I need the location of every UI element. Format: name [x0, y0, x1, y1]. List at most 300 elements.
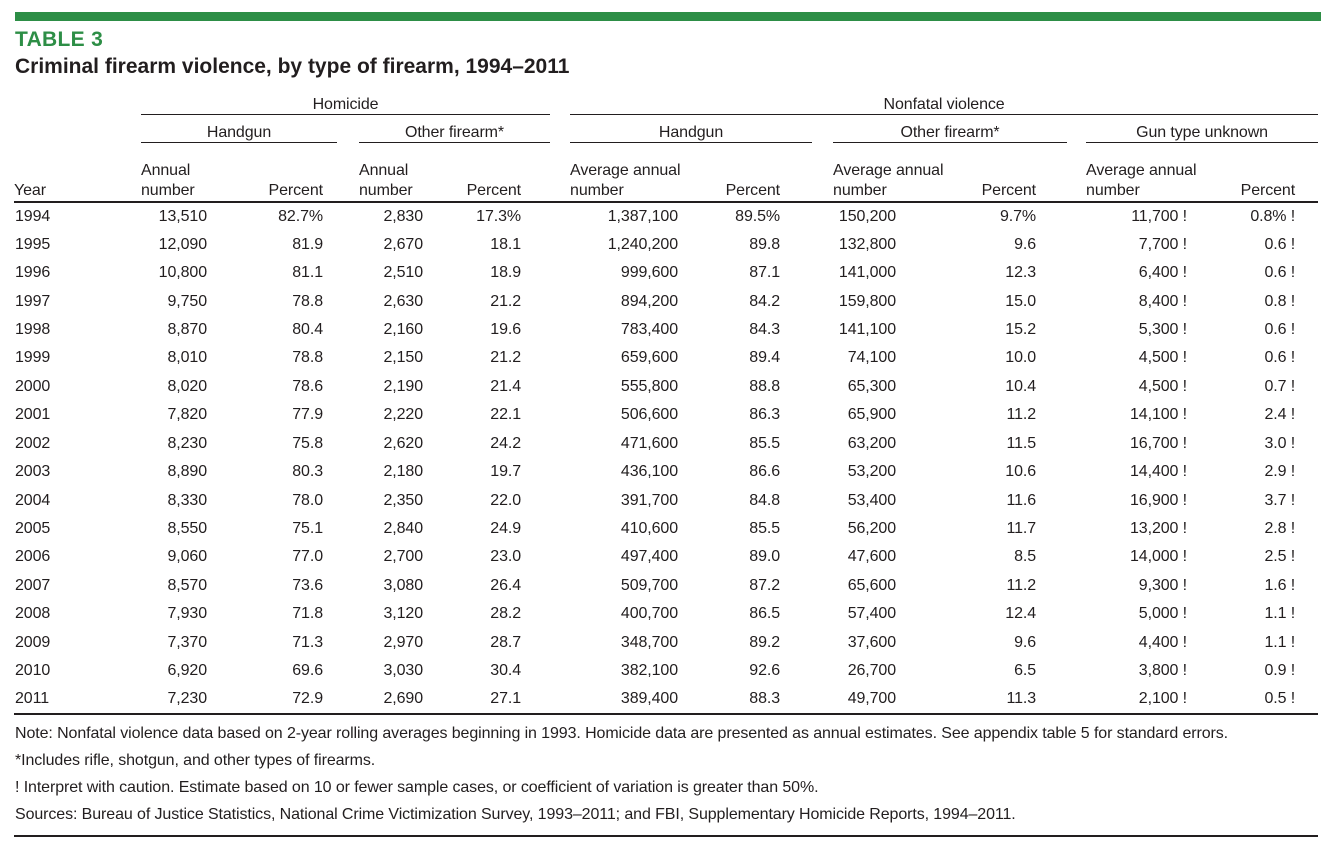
value-cell: 56,200	[847, 520, 897, 538]
value-cell: 2,630	[383, 292, 423, 310]
column-header-year: Year	[14, 142, 141, 202]
value-cell: 2,840	[383, 520, 423, 538]
column-gap	[337, 515, 359, 543]
value-cell: 141,000	[838, 264, 897, 282]
table-row	[14, 230, 1318, 258]
column-gap	[812, 515, 833, 543]
column-gap	[812, 230, 833, 258]
value-cell: 7,370	[167, 633, 207, 651]
value-cell: 86.3	[749, 406, 781, 424]
value-cell: 0.6 !	[1264, 349, 1296, 367]
value-cell: 71.3	[292, 633, 323, 651]
value-cell: 85.5	[749, 434, 781, 452]
year-cell: 2000	[15, 377, 51, 395]
value-cell: 8.5	[1014, 548, 1037, 566]
value-cell: 65,600	[847, 576, 897, 594]
value-cell: 77.9	[292, 406, 323, 424]
column-gap	[550, 401, 570, 429]
value-cell: 436,100	[620, 463, 679, 481]
column-gap	[812, 543, 833, 571]
value-cell: 22.1	[490, 406, 522, 424]
column-gap	[1067, 230, 1086, 258]
value-cell: 10.0	[1005, 349, 1037, 367]
column-gap	[550, 600, 570, 628]
year-cell: 2007	[15, 576, 51, 594]
value-cell: 14,100 !	[1130, 406, 1188, 424]
value-cell: 471,600	[620, 434, 679, 452]
column-header-average-annual-number-label: Average annual number	[1086, 162, 1197, 199]
column-gap	[337, 486, 359, 514]
column-gap	[337, 202, 359, 230]
column-header-percent: Percent	[920, 142, 1067, 202]
value-cell: 18.9	[490, 264, 522, 282]
value-cell: 89.2	[749, 633, 781, 651]
value-cell: 9.7%	[999, 207, 1037, 225]
column-gap	[337, 316, 359, 344]
value-cell: 894,200	[620, 292, 679, 310]
column-gap	[337, 430, 359, 458]
value-cell: 1.6 !	[1264, 576, 1296, 594]
column-header-average-annual-number	[1086, 142, 1210, 202]
column-gap	[337, 685, 359, 713]
value-cell: 16,900 !	[1130, 491, 1188, 509]
value-cell: 47,600	[847, 548, 897, 566]
year-cell: 2006	[15, 548, 51, 566]
column-gap	[1067, 401, 1086, 429]
value-cell: 2,180	[383, 463, 423, 481]
value-cell: 24.2	[490, 434, 522, 452]
table-row	[14, 629, 1318, 657]
table-row	[14, 685, 1318, 713]
column-gap	[337, 259, 359, 287]
value-cell: 391,700	[620, 491, 679, 509]
value-cell: 87.2	[749, 576, 781, 594]
value-cell: 14,000 !	[1130, 548, 1188, 566]
value-cell: 86.6	[749, 463, 781, 481]
year-cell: 2009	[15, 633, 51, 651]
value-cell: 11,700 !	[1131, 207, 1188, 225]
value-cell: 88.3	[700, 685, 812, 713]
value-cell: 4,500 !	[1138, 349, 1188, 367]
column-gap	[1067, 486, 1086, 514]
value-cell: 16,700 !	[1130, 434, 1188, 452]
subgroup-header-nonfatal-handgun: Handgun	[570, 114, 812, 142]
column-gap	[337, 600, 359, 628]
column-gap	[337, 287, 359, 315]
column-header-average-annual-number-label: Average annual number	[833, 162, 944, 199]
value-cell: 8,230	[167, 434, 207, 452]
column-header-percent: Percent	[223, 142, 337, 202]
year-cell: 2004	[15, 491, 51, 509]
value-cell: 2,160	[383, 320, 423, 338]
column-gap	[1067, 114, 1086, 142]
value-cell: 2,620	[383, 434, 423, 452]
value-cell: 80.4	[292, 320, 323, 338]
value-cell: 53,400	[847, 491, 897, 509]
value-cell: 0.6 !	[1264, 264, 1296, 282]
column-gap	[337, 657, 359, 685]
year-cell: 2008	[15, 605, 51, 623]
value-cell: 3,120	[383, 605, 423, 623]
column-gap	[812, 430, 833, 458]
value-cell: 999,600	[620, 264, 679, 282]
value-cell: 3.7 !	[1264, 491, 1296, 509]
value-cell: 497,400	[620, 548, 679, 566]
table-row	[14, 515, 1318, 543]
value-cell: 30.4	[490, 662, 522, 680]
value-cell: 2,830	[383, 207, 423, 225]
value-cell: 86.5	[749, 605, 781, 623]
value-cell: 8,870	[167, 320, 207, 338]
accent-bar	[15, 12, 1321, 21]
value-cell: 85.5	[749, 520, 781, 538]
value-cell: 506,600	[620, 406, 679, 424]
group-header-row	[14, 88, 1318, 114]
column-gap	[337, 629, 359, 657]
value-cell: 132,800	[838, 235, 897, 253]
subgroup-header-row	[14, 114, 1318, 142]
column-gap	[550, 572, 570, 600]
value-cell: 400,700	[620, 605, 679, 623]
column-gap	[550, 373, 570, 401]
value-cell: 18.1	[490, 235, 522, 253]
value-cell: 2,670	[383, 235, 423, 253]
value-cell: 89.5%	[735, 207, 781, 225]
column-gap	[550, 88, 570, 114]
value-cell: 23.0	[490, 548, 522, 566]
value-cell: 89.0	[749, 548, 781, 566]
column-gap	[550, 629, 570, 657]
value-cell: 11.6	[1006, 491, 1037, 509]
value-cell: 13,200 !	[1130, 520, 1188, 538]
value-cell: 65,300	[847, 377, 897, 395]
value-cell: 11.2	[1006, 576, 1037, 594]
value-cell: 75.1	[292, 520, 323, 538]
value-cell: 26.4	[490, 576, 522, 594]
value-cell: 71.8	[292, 605, 323, 623]
value-cell: 11.3	[920, 685, 1067, 713]
column-gap	[337, 458, 359, 486]
table-row	[14, 458, 1318, 486]
value-cell: 0.6 !	[1264, 235, 1296, 253]
value-cell: 78.0	[292, 491, 323, 509]
year-cell: 1996	[15, 264, 51, 282]
column-gap	[550, 142, 570, 202]
column-header-annual-number: Annual number	[141, 142, 223, 202]
year-cell: 1994	[15, 207, 51, 225]
column-header-annual-number: Annual number	[359, 142, 437, 202]
table-row	[14, 543, 1318, 571]
column-gap	[812, 287, 833, 315]
column-gap	[812, 114, 833, 142]
value-cell: 1,387,100	[607, 207, 679, 225]
column-gap	[812, 373, 833, 401]
value-cell: 26,700	[847, 662, 897, 680]
value-cell: 141,100	[838, 320, 897, 338]
value-cell: 3,080	[383, 576, 423, 594]
value-cell: 10.6	[1005, 463, 1037, 481]
column-gap	[337, 142, 359, 202]
value-cell: 19.7	[490, 463, 522, 481]
column-gap	[1067, 515, 1086, 543]
value-cell: 7,820	[167, 406, 207, 424]
column-gap	[550, 430, 570, 458]
value-cell: 8,400 !	[1138, 292, 1188, 310]
column-header-percent: Percent	[700, 142, 812, 202]
value-cell: 2.9 !	[1264, 463, 1296, 481]
value-cell: 7,700 !	[1138, 235, 1188, 253]
column-gap	[1067, 142, 1086, 202]
value-cell: 24.9	[490, 520, 522, 538]
column-gap	[812, 202, 833, 230]
value-cell: 0.8 !	[1264, 292, 1296, 310]
column-gap	[1067, 373, 1086, 401]
table-row	[14, 401, 1318, 429]
value-cell: 21.2	[490, 292, 522, 310]
value-cell: 2,220	[383, 406, 423, 424]
value-cell: 89.8	[749, 235, 781, 253]
value-cell: 2.4 !	[1264, 406, 1296, 424]
column-gap	[812, 685, 833, 713]
value-cell: 5,300 !	[1138, 320, 1188, 338]
value-cell: 6,400 !	[1138, 264, 1188, 282]
value-cell: 2.8 !	[1264, 520, 1296, 538]
column-gap	[550, 114, 570, 142]
column-gap	[812, 316, 833, 344]
column-gap	[550, 230, 570, 258]
value-cell: 78.8	[292, 292, 323, 310]
value-cell: 11.7	[1006, 520, 1037, 538]
column-gap	[337, 114, 359, 142]
value-cell: 659,600	[620, 349, 679, 367]
subgroup-header-homicide-handgun: Handgun	[141, 114, 337, 142]
value-cell: 28.2	[490, 605, 522, 623]
column-header-average-annual-number-label: Average annual number	[570, 162, 681, 199]
note-line: Note: Nonfatal violence data based on 2-year rolling averages beginning in 1993. Homicide data are presented as annual estimates. See appendix table 5 for standard errors.	[15, 724, 1229, 742]
value-cell: 6,920	[167, 662, 207, 680]
value-cell: 2,970	[383, 633, 423, 651]
column-gap	[337, 344, 359, 372]
value-cell: 12.4	[1005, 605, 1037, 623]
value-cell: 783,400	[620, 320, 679, 338]
column-gap	[550, 515, 570, 543]
value-cell: 27.1	[437, 685, 550, 713]
table-row	[14, 600, 1318, 628]
value-cell: 21.4	[490, 377, 522, 395]
column-gap	[1067, 430, 1086, 458]
value-cell: 22.0	[490, 491, 522, 509]
column-gap	[550, 316, 570, 344]
year-cell: 2001	[15, 406, 51, 424]
year-cell: 2010	[15, 662, 51, 680]
year-cell: 1995	[15, 235, 51, 253]
column-gap	[1067, 600, 1086, 628]
year-cell: 1999	[15, 349, 51, 367]
value-cell: 7,230	[141, 685, 223, 713]
column-header-percent: Percent	[437, 142, 550, 202]
value-cell: 37,600	[847, 633, 897, 651]
value-cell: 0.9 !	[1264, 662, 1296, 680]
year-cell: 2011	[14, 685, 141, 713]
value-cell: 65,900	[847, 406, 897, 424]
column-gap	[812, 259, 833, 287]
value-cell: 7,930	[167, 605, 207, 623]
value-cell: 75.8	[292, 434, 323, 452]
table-row	[14, 657, 1318, 685]
value-cell: 4,400 !	[1138, 633, 1188, 651]
column-header-average-annual-number	[833, 142, 944, 202]
value-cell: 410,600	[620, 520, 679, 538]
value-cell: 88.8	[749, 377, 781, 395]
value-cell: 555,800	[620, 377, 679, 395]
column-gap	[1067, 657, 1086, 685]
column-gap	[1067, 202, 1086, 230]
value-cell: 13,510	[158, 207, 207, 225]
value-cell: 2,510	[383, 264, 423, 282]
column-gap	[812, 572, 833, 600]
value-cell: 1,240,200	[607, 235, 679, 253]
value-cell: 19.6	[490, 320, 522, 338]
column-gap	[550, 685, 570, 713]
value-cell: 21.2	[490, 349, 522, 367]
column-header-percent: Percent	[1210, 142, 1318, 202]
column-gap	[812, 142, 833, 202]
table-header	[14, 88, 1318, 202]
value-cell: 8,550	[167, 520, 207, 538]
column-gap	[337, 373, 359, 401]
note-line: Sources: Bureau of Justice Statistics, National Crime Victimization Survey, 1993–2011; and FBI, Supplementary Homicide Reports, 1994–2011.	[15, 805, 1016, 823]
value-cell: 2.5 !	[1264, 548, 1296, 566]
column-gap	[812, 600, 833, 628]
column-gap	[1067, 287, 1086, 315]
subgroup-header-gun-type-unknown: Gun type unknown	[1086, 114, 1318, 142]
year-cell: 1998	[15, 320, 51, 338]
value-cell: 81.1	[292, 264, 323, 282]
group-header-homicide: Homicide	[141, 88, 550, 114]
subgroup-header-nonfatal-other-firearm: Other firearm*	[833, 114, 1067, 142]
value-cell: 78.8	[292, 349, 323, 367]
note-line: ! Interpret with caution. Estimate based on 10 or fewer sample cases, or coefficient of variation is greater than 50%.	[15, 778, 819, 796]
column-gap	[337, 401, 359, 429]
value-cell: 77.0	[292, 548, 323, 566]
column-gap	[550, 543, 570, 571]
value-cell: 2,190	[383, 377, 423, 395]
column-gap	[1067, 316, 1086, 344]
column-gap	[550, 344, 570, 372]
value-cell: 2,150	[383, 349, 423, 367]
column-gap	[1067, 543, 1086, 571]
value-cell: 509,700	[620, 576, 679, 594]
subgroup-header-homicide-other-firearm: Other firearm*	[359, 114, 550, 142]
column-gap	[1067, 685, 1086, 713]
value-cell: 2,100 !	[1086, 685, 1210, 713]
value-cell: 8,570	[167, 576, 207, 594]
value-cell: 73.6	[292, 576, 323, 594]
value-cell: 3,800 !	[1138, 662, 1188, 680]
year-cell: 1997	[15, 292, 51, 310]
value-cell: 1.1 !	[1264, 605, 1296, 623]
value-cell: 8,010	[167, 349, 207, 367]
value-cell: 15.2	[1005, 320, 1037, 338]
column-header-average-annual-number	[570, 142, 700, 202]
value-cell: 1.1 !	[1264, 633, 1296, 651]
table-label: TABLE 3	[15, 28, 104, 51]
value-cell: 11.5	[1006, 434, 1037, 452]
value-cell: 9.6	[1014, 633, 1037, 651]
column-gap	[812, 401, 833, 429]
column-gap	[550, 259, 570, 287]
column-gap	[812, 629, 833, 657]
column-header-row	[14, 142, 1318, 202]
table-row	[14, 316, 1318, 344]
value-cell: 14,400 !	[1130, 463, 1188, 481]
value-cell: 2,700	[383, 548, 423, 566]
table-row	[14, 202, 1318, 230]
column-gap	[550, 287, 570, 315]
table-row	[14, 373, 1318, 401]
value-cell: 82.7%	[278, 207, 323, 225]
value-cell: 9,750	[167, 292, 207, 310]
value-cell: 84.2	[749, 292, 781, 310]
value-cell: 9,060	[167, 548, 207, 566]
value-cell: 11.2	[1006, 406, 1037, 424]
value-cell: 80.3	[292, 463, 323, 481]
value-cell: 63,200	[847, 434, 897, 452]
value-cell: 28.7	[490, 633, 522, 651]
value-cell: 15.0	[1005, 292, 1037, 310]
column-gap	[1067, 344, 1086, 372]
page-title: Criminal firearm violence, by type of firearm, 1994–2011	[15, 55, 570, 78]
value-cell: 0.8% !	[1250, 207, 1296, 225]
column-gap	[550, 202, 570, 230]
year-cell: 2003	[15, 463, 51, 481]
value-cell: 17.3%	[476, 207, 522, 225]
column-gap	[550, 458, 570, 486]
table-row	[14, 259, 1318, 287]
value-cell: 0.5 !	[1210, 685, 1318, 713]
value-cell: 92.6	[749, 662, 781, 680]
year-cell: 2005	[15, 520, 51, 538]
value-cell: 9,300 !	[1138, 576, 1188, 594]
value-cell: 81.9	[292, 235, 323, 253]
value-cell: 5,000 !	[1138, 605, 1188, 623]
table-row	[14, 344, 1318, 372]
value-cell: 4,500 !	[1138, 377, 1188, 395]
value-cell: 53,200	[847, 463, 897, 481]
value-cell: 3,030	[383, 662, 423, 680]
value-cell: 159,800	[838, 292, 897, 310]
column-gap	[1067, 572, 1086, 600]
column-gap	[1067, 458, 1086, 486]
value-cell: 8,890	[167, 463, 207, 481]
table-row	[14, 287, 1318, 315]
column-gap	[1067, 629, 1086, 657]
column-gap	[812, 486, 833, 514]
data-table	[14, 88, 1318, 715]
value-cell: 12.3	[1005, 264, 1037, 282]
value-cell: 382,100	[620, 662, 679, 680]
value-cell: 84.8	[749, 491, 781, 509]
value-cell: 72.9	[223, 685, 337, 713]
value-cell: 6.5	[1014, 662, 1037, 680]
value-cell: 9.6	[1014, 235, 1037, 253]
value-cell: 12,090	[158, 235, 207, 253]
value-cell: 8,020	[167, 377, 207, 395]
column-gap	[812, 657, 833, 685]
table-body	[14, 202, 1318, 714]
column-gap	[550, 486, 570, 514]
value-cell: 389,400	[570, 685, 700, 713]
